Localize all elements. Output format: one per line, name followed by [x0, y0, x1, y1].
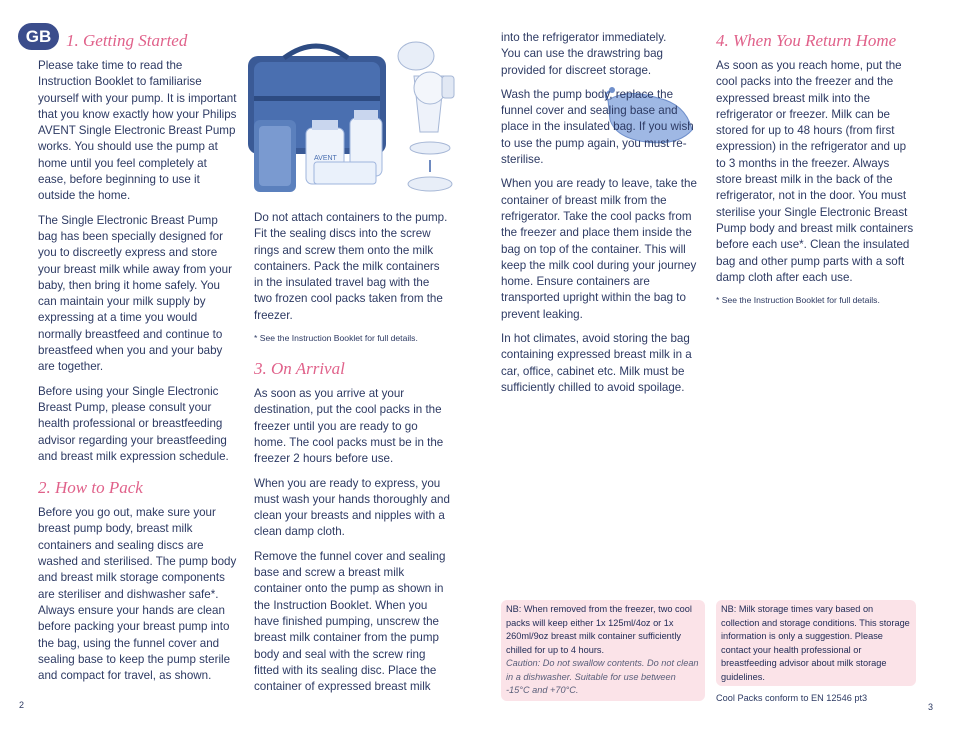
paragraph: As soon as you arrive at your destination, put the cool packs in the freezer until you are ready to go home. The cool packs must be in the freezer 2 hours before use.	[254, 387, 444, 466]
column-4	[716, 30, 918, 306]
paragraph: Please take time to read the Instruction Booklet to familiarise yourself with your pump. It is important that you know exactly how your Philips AVENT Single Electronic Breast Pump works. You should use the pump at home until you feel completely at ease, before beginning to use it outside the home.	[38, 59, 237, 203]
bottle-label: AVENT	[314, 155, 337, 162]
footnote: * See the Instruction Booklet for full details.	[716, 295, 880, 306]
language-badge: GB	[18, 23, 59, 50]
note-bold-text: NB: When removed from the freezer, two cool packs will keep either 1x 125ml/4oz or 1x 260ml/9oz breast milk container sufficiently chilled for up to 4 hours.	[506, 604, 692, 655]
paragraph: Before using your Single Electronic Breast Pump, please consult your health professional or breastfeeding advisor regarding your breastfeeding and breast milk expression schedule.	[38, 384, 229, 463]
page-number-left: 2	[19, 700, 25, 710]
paragraph: As soon as you reach home, put the cool packs into the freezer and the expressed breast milk into the refrigerator or freezer. Milk can be stored for up to 48 hours (from first expression) in the refrigerator and up to 3 months in the freezer. Always store breast milk in the back of the refrigerator, not in the door. You must sterilise your Single Electronic Breast Pump body and breast milk containers before each use*. Clean the insulated bag and other pump parts with a soft damp cloth after each use.	[716, 59, 914, 284]
paragraph: Do not attach containers to the pump. Fit the sealing discs into the screw rings and screw them onto the milk containers. Pack the milk containers in the insulated travel bag with the two frozen cool packs taken from the freezer.	[254, 211, 448, 322]
column-3	[501, 30, 701, 404]
column-1	[38, 30, 238, 692]
paragraph: When you are ready to leave, take the container of breast milk from the refrigerator. Take the cool packs from the freezer and place them inside the bag on top of the container. This will keep the milk cool during your journey home. Ensure containers are transported upright within the bag to prevent leaking.	[501, 177, 697, 321]
heading-on-arrival: 3. On Arrival	[254, 359, 345, 379]
paragraph: Before you go out, make sure your breast pump body, breast milk containers and sealing discs are washed and sterilised. The pump body and breast milk storage components are steriliser and dishwasher safe*. Always ensure your hands are clean before packing your breast pump into the bag, using the funnel cover and sealing base to keep the pump sterile and compact for travel, as shown.	[38, 506, 237, 683]
cool-pack-note	[501, 600, 705, 701]
storage-note	[716, 600, 916, 686]
paragraph: The Single Electronic Breast Pump bag has been specially designed for you to discreetly express and store your breast milk while away from your baby, then bring it home safely. You can maintain your milk supply by expressing at a time you would normally breastfeed and continue to breastfeed when you and your baby are together.	[38, 213, 232, 374]
product-illustration	[244, 36, 476, 196]
column-2	[254, 210, 450, 703]
note-caution-text: Caution: Do not swallow contents. Do not clean in a dishwasher. Suitable for use between -15°C and +70°C.	[506, 658, 699, 695]
paragraph: When you are ready to express, you must wash your hands thoroughly and clean your breasts and nipples with a clean damp cloth.	[254, 476, 450, 539]
footnote: * See the Instruction Booklet for full details.	[254, 333, 418, 344]
paragraph: into the refrigerator immediately. You can use the drawstring bag provided for discreet storage.	[501, 31, 667, 77]
conformity-text: Cool Packs conform to EN 12546 pt3	[716, 693, 868, 703]
page-number-right: 3	[928, 702, 934, 712]
paragraph: Remove the funnel cover and sealing base and screw a breast milk container onto the pump as shown in the Instruction Booklet. When you have finished pumping, unscrew the breast milk container from the pump body and seal with the screw ring fitted with its sealing disc. Place the container of expressed breast milk	[254, 549, 446, 694]
paragraph: In hot climates, avoid storing the bag containing expressed breast milk in a car, office, cabinet etc. Milk must be sufficiently chilled to avoid spoilage.	[501, 332, 692, 394]
heading-return-home: 4. When You Return Home	[716, 31, 897, 50]
heading-getting-started: 1. Getting Started	[66, 31, 188, 50]
paragraph: Wash the pump body, replace the funnel cover and sealing base and place in the insulated bag. If you wish to use the pump again, you must re-sterilise.	[501, 87, 694, 167]
note-text: NB: Milk storage times vary based on collection and storage conditions. This storage information is only a suggestion. Please contact your health professional or breastfeeding advisor about milk storage guidelines.	[721, 604, 910, 682]
heading-how-to-pack: 2. How to Pack	[38, 478, 143, 498]
